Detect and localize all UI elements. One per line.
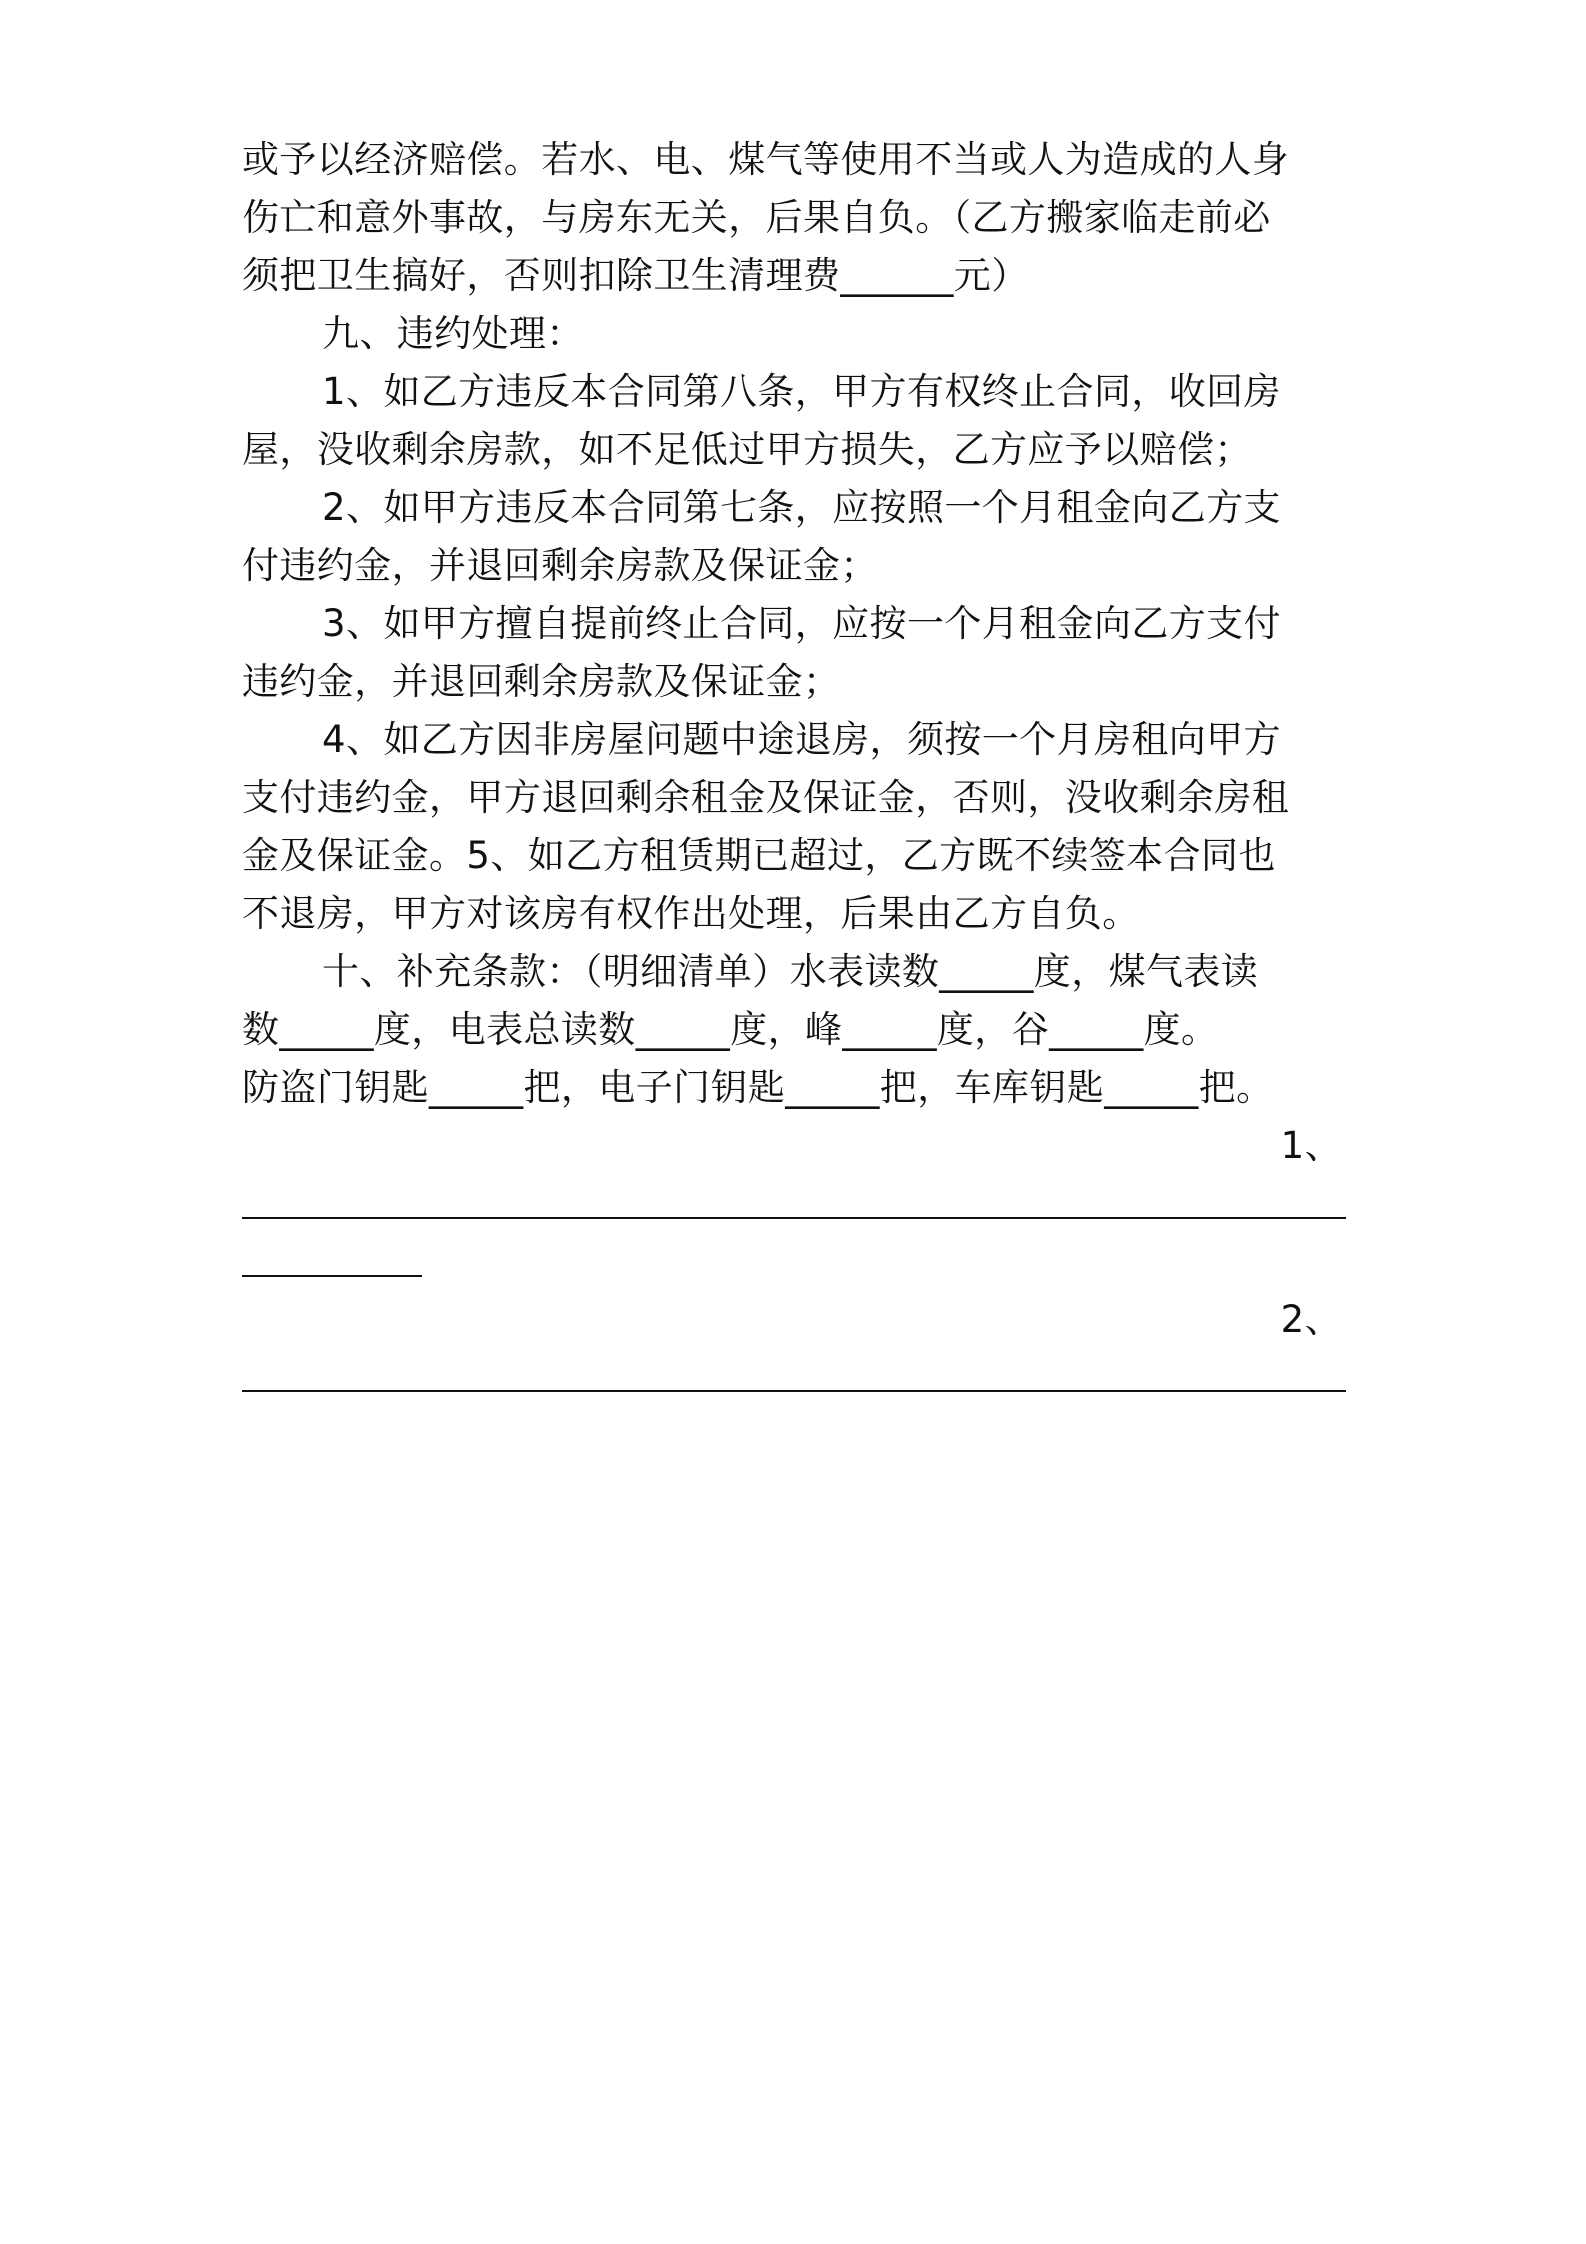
text-line: 数_____度，电表总读数_____度，峰_____度，谷_____度。	[242, 1008, 1219, 1051]
fill-in-line	[242, 1275, 422, 1277]
section-heading: 九、违约处理：	[322, 312, 584, 355]
fill-in-line	[242, 1217, 1346, 1219]
fill-in-line	[242, 1390, 1346, 1392]
text-line: 3、如甲方擅自提前终止合同，应按一个月租金向乙方支付	[322, 602, 1281, 645]
text-line: 伤亡和意外事故，与房东无关，后果自负。（乙方搬家临走前必	[242, 196, 1271, 239]
text-line: 付违约金，并退回剩余房款及保证金；	[242, 544, 878, 587]
text-line: 1、如乙方违反本合同第八条，甲方有权终止合同，收回房	[322, 370, 1281, 413]
text-line: 4、如乙方因非房屋问题中途退房，须按一个月房租向甲方	[322, 718, 1281, 761]
supplement-item-number: 2、	[1280, 1298, 1342, 1341]
text-line: 违约金，并退回剩余房款及保证金；	[242, 660, 841, 703]
text-line: 支付违约金，甲方退回剩余租金及保证金，否则，没收剩余房租	[242, 776, 1290, 819]
text-line: 不退房，甲方对该房有权作出处理，后果由乙方自负。	[242, 892, 1140, 935]
text-line: 金及保证金。5、如乙方租赁期已超过，乙方既不续签本合同也	[242, 834, 1276, 877]
text-line: 2、如甲方违反本合同第七条，应按照一个月租金向乙方支	[322, 486, 1281, 529]
section-heading: 十、补充条款：（明细清单）水表读数_____度，煤气表读	[322, 950, 1259, 993]
text-line: 防盗门钥匙_____把，电子门钥匙_____把，车库钥匙_____把。	[242, 1066, 1274, 1109]
text-line: 或予以经济赔偿。若水、电、煤气等使用不当或人为造成的人身	[242, 138, 1290, 181]
text-line: 屋，没收剩余房款，如不足低过甲方损失，乙方应予以赔偿；	[242, 428, 1252, 471]
supplement-item-number: 1、	[1280, 1124, 1342, 1167]
text-line: 须把卫生搞好，否则扣除卫生清理费______元）	[242, 254, 1029, 297]
